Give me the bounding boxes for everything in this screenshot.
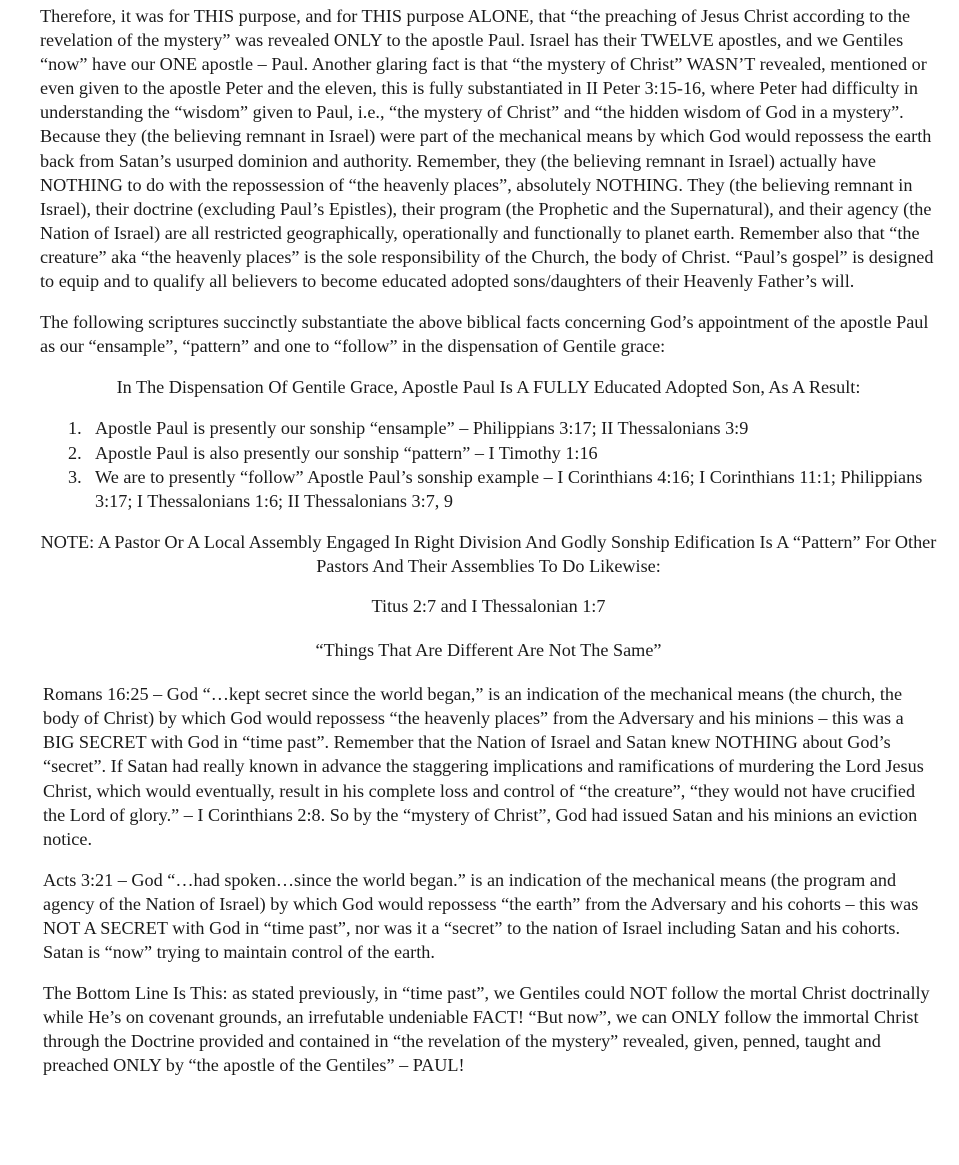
motto-line: “Things That Are Different Are Not The Same” [315,640,662,661]
list-item [40,441,937,465]
list-item-number: 3. [68,466,82,487]
heading-gentile-grace: In The Dispensation Of Gentile Grace, Apostle Paul Is A FULLY Educated Adopted Son, As A Result: [116,377,861,398]
list-item-text: Apostle Paul is presently our sonship “ensample” – Philippians 3:17; II Thessalonians 3:9 [95,418,749,439]
list-item [40,465,937,513]
list-item-number: 1. [68,418,82,439]
paragraph-romans: Romans 16:25 – God “…kept secret since the world began,” is an indication of the mechanical means (the church, the body of Christ) by which God would repossess “the heavenly places” from the Adversary and his minions – this was a BIG SECRET with God in “time past”. Remember that the Nation of Israel and Satan knew NOTHING about God’s “secret”. If Satan had really known in advance the staggering implications and ramifications of murdering the Lord Jesus Christ, which would eventually, result in his complete loss and control of “the creature”, “they would not have crucified the Lord of glory.” – I Corinthians 2:8. So by the “mystery of Christ”, God had issued Satan and his minions an eviction notice. [43,684,924,849]
paragraph-scriptures-intro: The following scriptures succinctly substantiate the above biblical facts concerning God’s appointment of the apostle Paul as our “ensample”, “pattern” and one to “follow” in the dispensation of Gentile grace: [40,312,929,357]
list-item-text: Apostle Paul is also presently our sonship “pattern” – I Timothy 1:16 [95,442,598,463]
paragraph-bottom-line: The Bottom Line Is This: as stated previously, in “time past”, we Gentiles could NOT follow the mortal Christ doctrinally while He’s on covenant grounds, an irrefutable undeniable FACT! “But now”, we can ONLY follow the immortal Christ through the Doctrine provided and contained in “the revelation of the mystery” revealed, given, penned, taught and preached ONLY by “the apostle of the Gentiles” – PAUL! [43,983,930,1076]
paragraph-purpose: Therefore, it was for THIS purpose, and for THIS purpose ALONE, that “the preaching of Jesus Christ according to the revelation of the mystery” was revealed ONLY to the apostle Paul. Israel has their TWELVE apostles, and we Gentiles “now” have our ONE apostle – Paul. Another glaring fact is that “the mystery of Christ” WASN’T revealed, mentioned or even given to the apostle Peter and the eleven, this is fully substantiated in II Peter 3:15-16, where Peter had difficulty in understanding the “wisdom” given to Paul, i.e., “the mystery of Christ” and “the hidden wisdom of God in a mystery”. Because they (the believing remnant in Israel) were part of the mechanical means by which God would repossess the earth back from Satan’s usurped dominion and authority. Remember, they (the believing remnant in Israel) actually have NOTHING to do with the repossession of “the heavenly places”, absolutely NOTHING. They (the believing remnant in Israel), their doctrine (excluding Paul’s Epistles), their program (the Prophetic and the Supernatural), and their agency (the Nation of Israel) are all restricted geographically, operationally and functionally to planet earth. Remember also that “the creature” aka “the heavenly places” is the sole responsibility of the Church, the body of Christ. “Paul’s gospel” is designed to equip and to qualify all believers to become educated adopted sons/daughters of their Heavenly Father’s will. [40,6,934,292]
list-item [40,416,937,440]
scripture-list [40,416,937,512]
paragraph-acts: Acts 3:21 – God “…had spoken…since the world began.” is an indication of the mechanical means (the program and agency of the Nation of Israel) by which God would repossess “the earth” from the Adversary and his cohorts – this was NOT A SECRET with God in “time past”, nor was it a “secret” to the nation of Israel including Satan and his cohorts. Satan is “now” trying to maintain control of the earth. [43,869,919,963]
list-item-text: We are to presently “follow” Apostle Paul’s sonship example – I Corinthians 4:16; I Corinthians 11:1; Philippians 3:17; I Thessalonians 1:6; II Thessalonians 3:7, 9 [95,466,923,511]
note-pattern: NOTE: A Pastor Or A Local Assembly Engaged In Right Division And Godly Sonship Edification Is A “Pattern” For Other Pastors And Their Assemblies To Do Likewise: [40,531,937,576]
reference-titus: Titus 2:7 and I Thessalonian 1:7 [371,595,606,616]
list-item-number: 2. [68,442,82,463]
